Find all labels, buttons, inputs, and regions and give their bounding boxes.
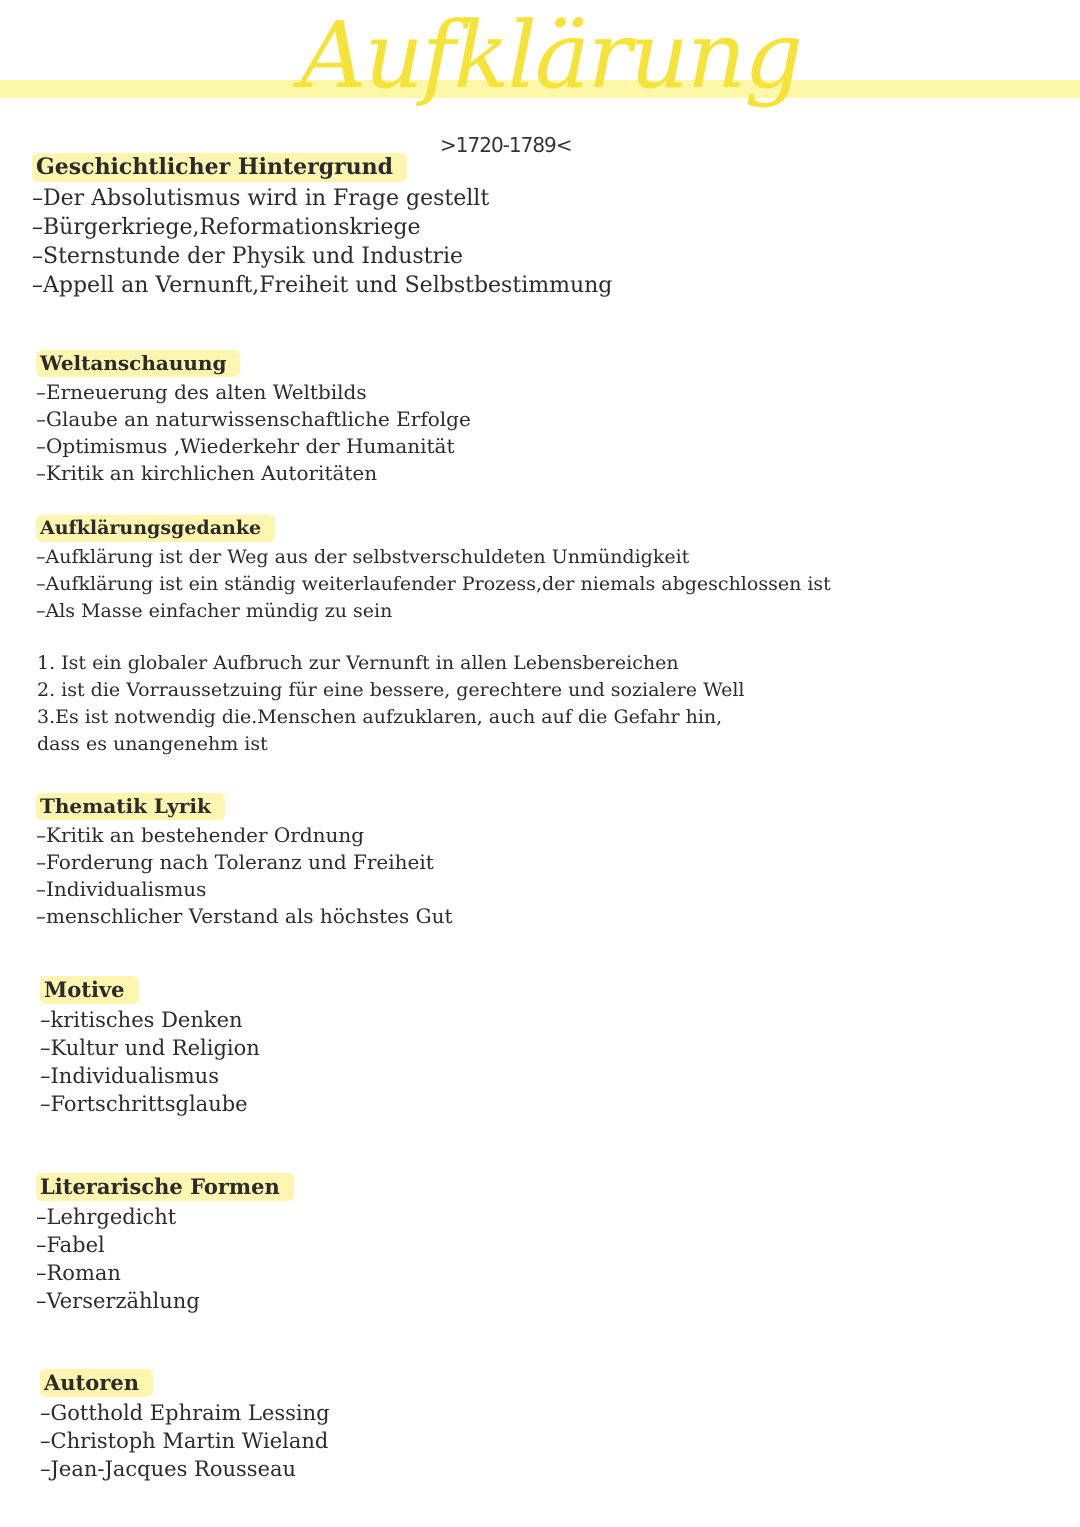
list-item: –Aufklärung ist der Weg aus der selbstverschuldeten Unmündigkeit bbox=[36, 546, 690, 568]
section-literarische-formen bbox=[36, 1173, 294, 1315]
list-item: –Optimismus ,Wiederkehr der Humanität bbox=[36, 434, 455, 458]
list-item: 2. ist die Vorraussetzuing für eine bessere, gerechtere und sozialere Well bbox=[37, 679, 745, 701]
list-item: –Jean-Jacques Rousseau bbox=[40, 1457, 297, 1481]
list-item: –Glaube an naturwissenschaftliche Erfolge bbox=[36, 407, 471, 431]
section-heading: Literarische Formen bbox=[36, 1173, 294, 1201]
list-item: 1. Ist ein globaler Aufbruch zur Vernunft in allen Lebensbereichen bbox=[37, 652, 679, 674]
date-range-text: 1720-1789 bbox=[455, 133, 556, 157]
list-item: –Lehrgedicht bbox=[36, 1205, 177, 1229]
list-item: –Fabel bbox=[36, 1233, 105, 1257]
list-item: dass es unangenehm ist bbox=[37, 733, 268, 755]
list-item: –Kultur und Religion bbox=[40, 1036, 260, 1060]
page-title: Aufklärung bbox=[300, 2, 802, 109]
list-item: –Appell an Vernunft,Freiheit und Selbstbestimmung bbox=[32, 273, 613, 298]
section-motive bbox=[40, 976, 260, 1118]
list-item: –Gotthold Ephraim Lessing bbox=[40, 1401, 330, 1425]
section-thematik-lyrik bbox=[36, 793, 453, 930]
section-numbered-list bbox=[37, 650, 744, 758]
list-item: –Bürgerkriege,Reformationskriege bbox=[32, 215, 421, 240]
list-item: –Verserzählung bbox=[36, 1289, 200, 1313]
list-item: –Als Masse einfacher mündig zu sein bbox=[36, 600, 393, 622]
section-heading: Aufklärungsgedanke bbox=[36, 515, 275, 542]
list-item: –Kritik an bestehender Ordnung bbox=[36, 823, 365, 847]
section-aufklaerungsgedanke bbox=[36, 515, 831, 625]
list-item: –Sternstunde der Physik und Industrie bbox=[32, 244, 464, 269]
list-item: –Forderung nach Toleranz und Freiheit bbox=[36, 850, 434, 874]
list-item: –Fortschrittsglaube bbox=[40, 1092, 248, 1116]
section-heading: Weltanschauung bbox=[36, 350, 240, 377]
list-item: –Aufklärung ist ein ständig weiterlaufender Prozess,der niemals abgeschlossen ist bbox=[36, 573, 831, 595]
list-item: –Individualismus bbox=[36, 877, 207, 901]
section-heading: Geschichtlicher Hintergrund bbox=[32, 153, 407, 182]
list-item: –Roman bbox=[36, 1261, 121, 1285]
list-item: –kritisches Denken bbox=[40, 1008, 243, 1032]
list-item: –Der Absolutismus wird in Frage gestellt bbox=[32, 186, 490, 211]
section-autoren bbox=[40, 1369, 330, 1483]
date-range: >1720-1789< bbox=[440, 133, 572, 157]
list-item: –Kritik an kirchlichen Autoritäten bbox=[36, 461, 378, 485]
section-geschichtlicher-hintergrund bbox=[32, 153, 612, 300]
section-weltanschauung bbox=[36, 350, 471, 487]
list-item: 3.Es ist notwendig die.Menschen aufzuklaren, auch auf die Gefahr hin, bbox=[37, 706, 723, 728]
section-heading: Autoren bbox=[40, 1369, 153, 1397]
section-heading: Thematik Lyrik bbox=[36, 793, 225, 820]
section-heading: Motive bbox=[40, 976, 139, 1004]
list-item: –Erneuerung des alten Weltbilds bbox=[36, 380, 367, 404]
list-item: –menschlicher Verstand als höchstes Gut bbox=[36, 904, 453, 928]
list-item: –Christoph Martin Wieland bbox=[40, 1429, 329, 1453]
list-item: –Individualismus bbox=[40, 1064, 219, 1088]
